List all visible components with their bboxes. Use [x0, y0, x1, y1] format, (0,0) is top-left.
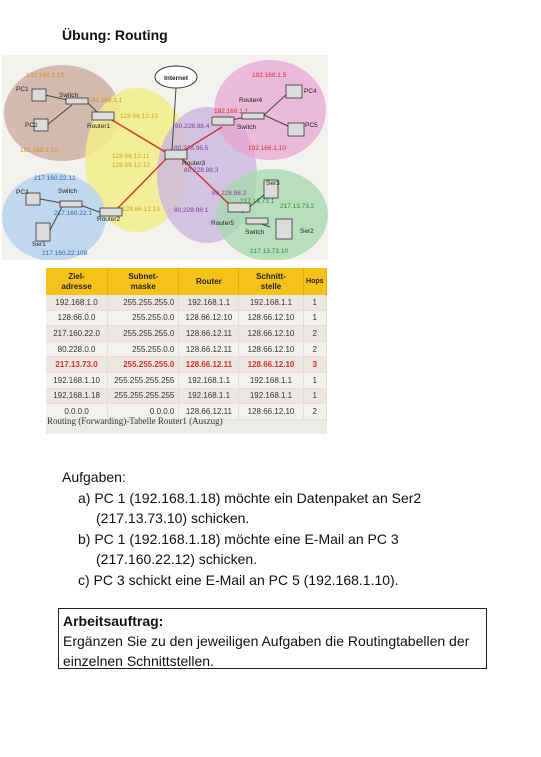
svg-text:192.168.1.18: 192.168.1.18: [26, 72, 64, 79]
svg-text:192.168.1.10: 192.168.1.10: [248, 145, 286, 152]
table-cell: 192.168.1.1: [239, 388, 303, 404]
ser1-icon: [36, 223, 50, 241]
table-cell: 192.168.1.0: [46, 295, 108, 310]
svg-text:217.13.73.10: 217.13.73.10: [250, 248, 288, 255]
table-cell: 128.66.12.10: [239, 404, 303, 420]
table-cell: 128.66.12.10: [179, 310, 239, 326]
table-cell: 0.0.0.0: [46, 404, 108, 420]
table-cell: 128.66.0.0: [46, 310, 108, 326]
table-cell: 128.66.12.11: [179, 326, 239, 342]
svg-text:PC3: PC3: [16, 189, 29, 196]
table-cell: 255.255.0.0: [108, 341, 179, 357]
table-cell: 255.255.255.255: [108, 388, 179, 404]
table-cell: 128.66.12.10: [239, 357, 303, 373]
svg-text:PC1: PC1: [16, 86, 29, 93]
svg-text:128.66.12.13: 128.66.12.13: [122, 206, 160, 213]
table-cell: 255.255.255.0: [108, 326, 179, 342]
page-title: Übung: Routing: [62, 27, 168, 43]
table-cell: 192.168.1.1: [179, 295, 239, 310]
internet-label: Internet: [164, 75, 188, 82]
table-cell: 255.255.0.0: [108, 310, 179, 326]
router2-icon: [100, 208, 122, 216]
ser2-icon: [276, 219, 292, 239]
table-cell: 1: [303, 295, 326, 310]
switch2-icon: [60, 201, 82, 207]
table-cell: 255.255.255.255: [108, 372, 179, 388]
task-b-cont: (217.160.22.12) schicken.: [96, 551, 258, 567]
assignment-text: Ergänzen Sie zu den jeweiligen Aufgaben die Routingtabellen der einzelnen Schnittstellen.: [63, 633, 470, 669]
table-cell: 2: [303, 326, 326, 342]
svg-text:PC4: PC4: [304, 88, 317, 95]
table-cell: 192.168.1.18: [46, 388, 108, 404]
table-cell: 80.228.0.0: [46, 341, 108, 357]
table-cell: 255.255.255.0: [108, 295, 179, 310]
task-a: a) PC 1 (192.168.1.18) möchte ein Datenpaket an Ser2: [78, 489, 422, 506]
table-cell: 192.168.1.10: [46, 372, 108, 388]
col-zieladresse: Ziel- adresse: [46, 268, 108, 295]
svg-text:217.160.22.1: 217.160.22.1: [54, 210, 92, 217]
table-cell: 217.13.73.0: [46, 357, 108, 373]
table-cell: 128.66.12.11: [179, 341, 239, 357]
svg-text:217.160.22.108: 217.160.22.108: [42, 250, 88, 257]
svg-text:128.66.12.11: 128.66.12.11: [112, 153, 150, 160]
task-c: c) PC 3 schickt eine E-Mail an PC 5 (192.168.1.10).: [78, 571, 399, 588]
svg-text:Router4: Router4: [239, 97, 263, 104]
table-cell: 1: [303, 310, 326, 326]
svg-text:Switch: Switch: [58, 188, 78, 195]
svg-text:Router1: Router1: [87, 123, 111, 130]
tasks-heading: Aufgaben:: [62, 469, 126, 485]
table-cell: 128.66.12.10: [239, 326, 303, 342]
pc4-icon: [286, 85, 302, 98]
table-cell: 2: [303, 404, 326, 420]
table-cell: 128.66.12.10: [239, 310, 303, 326]
table-row: [46, 341, 327, 357]
svg-text:Switch: Switch: [59, 92, 79, 99]
svg-text:80.228.98.5: 80.228.98.5: [174, 145, 209, 152]
svg-text:217.160.22.12: 217.160.22.12: [34, 175, 76, 182]
tasks-section: [62, 467, 421, 590]
task-a-cont: (217.13.73.10) schicken.: [96, 510, 250, 526]
svg-text:Router2: Router2: [97, 216, 121, 223]
table-row: [46, 310, 327, 326]
table-cell: 192.168.1.1: [179, 372, 239, 388]
routing-table: [46, 268, 327, 420]
svg-text:PC2: PC2: [25, 122, 38, 129]
table-cell: 192.168.1.1: [179, 388, 239, 404]
table-cell: 128.66.12.11: [179, 357, 239, 373]
switch5-icon: [246, 218, 268, 224]
svg-text:192.168.1.5: 192.168.1.5: [252, 72, 287, 79]
svg-text:192.168.1.10: 192.168.1.10: [20, 147, 58, 154]
col-schnittstelle: Schnitt- stelle: [239, 268, 303, 295]
table-cell: 2: [303, 341, 326, 357]
svg-text:80.228.98.3: 80.228.98.3: [184, 167, 219, 174]
svg-text:192.168.1.1: 192.168.1.1: [214, 108, 249, 115]
assignment-heading: Arbeitsauftrag:: [63, 613, 164, 629]
col-subnetmaske: Subnet- maske: [108, 268, 179, 295]
table-cell: 1: [303, 388, 326, 404]
table-cell: 3: [303, 357, 326, 373]
table-cell: 255.255.255.0: [108, 357, 179, 373]
table-cell: 217.160.22.0: [46, 326, 108, 342]
table-cell: 192.168.1.1: [239, 372, 303, 388]
svg-text:192.168.1.1: 192.168.1.1: [88, 97, 123, 104]
svg-text:217.13.73.1: 217.13.73.1: [240, 198, 275, 205]
table-row: [46, 326, 327, 342]
pc5-icon: [288, 123, 304, 136]
table-caption: Routing (Forwarding)-Tabelle Router1 (Auszug): [47, 416, 223, 426]
svg-text:128.66.12.10: 128.66.12.10: [120, 113, 158, 120]
col-hops: Hops: [303, 268, 326, 295]
svg-text:Ser3: Ser3: [266, 180, 280, 187]
svg-text:80.228.98.4: 80.228.98.4: [175, 123, 210, 130]
table-row: [46, 295, 327, 310]
svg-text:Switch: Switch: [237, 124, 257, 131]
svg-text:Ser1: Ser1: [32, 241, 46, 248]
table-row: [46, 357, 327, 373]
internet-cloud-icon: [155, 66, 197, 88]
router1-icon: [92, 112, 114, 120]
table-cell: 0.0.0.0: [108, 404, 179, 420]
svg-text:PC5: PC5: [305, 122, 318, 129]
table-cell: 192.168.1.1: [239, 295, 303, 310]
svg-text:80.228.98.1: 80.228.98.1: [174, 207, 209, 214]
pc1-icon: [32, 89, 46, 101]
svg-text:Switch: Switch: [245, 229, 265, 236]
table-row: [46, 372, 327, 388]
svg-text:Ser2: Ser2: [300, 228, 314, 235]
svg-text:217.13.73.2: 217.13.73.2: [280, 203, 315, 210]
table-cell: 1: [303, 372, 326, 388]
svg-text:128.66.12.12: 128.66.12.12: [112, 162, 150, 169]
network-diagram: [2, 55, 328, 260]
table-row: [46, 388, 327, 404]
svg-text:Router3: Router3: [182, 160, 206, 167]
table-cell: 128.66.12.10: [239, 341, 303, 357]
svg-text:Router5: Router5: [211, 220, 235, 227]
col-router: Router: [179, 268, 239, 295]
table-cell: 128.66.12.11: [179, 404, 239, 420]
task-b: b) PC 1 (192.168.1.18) möchte eine E-Mail an PC 3: [78, 530, 399, 547]
assignment-box: [58, 608, 487, 669]
routing-table-figure: [46, 268, 327, 434]
router4-icon: [212, 117, 234, 125]
svg-text:80.228.98.2: 80.228.98.2: [212, 190, 247, 197]
